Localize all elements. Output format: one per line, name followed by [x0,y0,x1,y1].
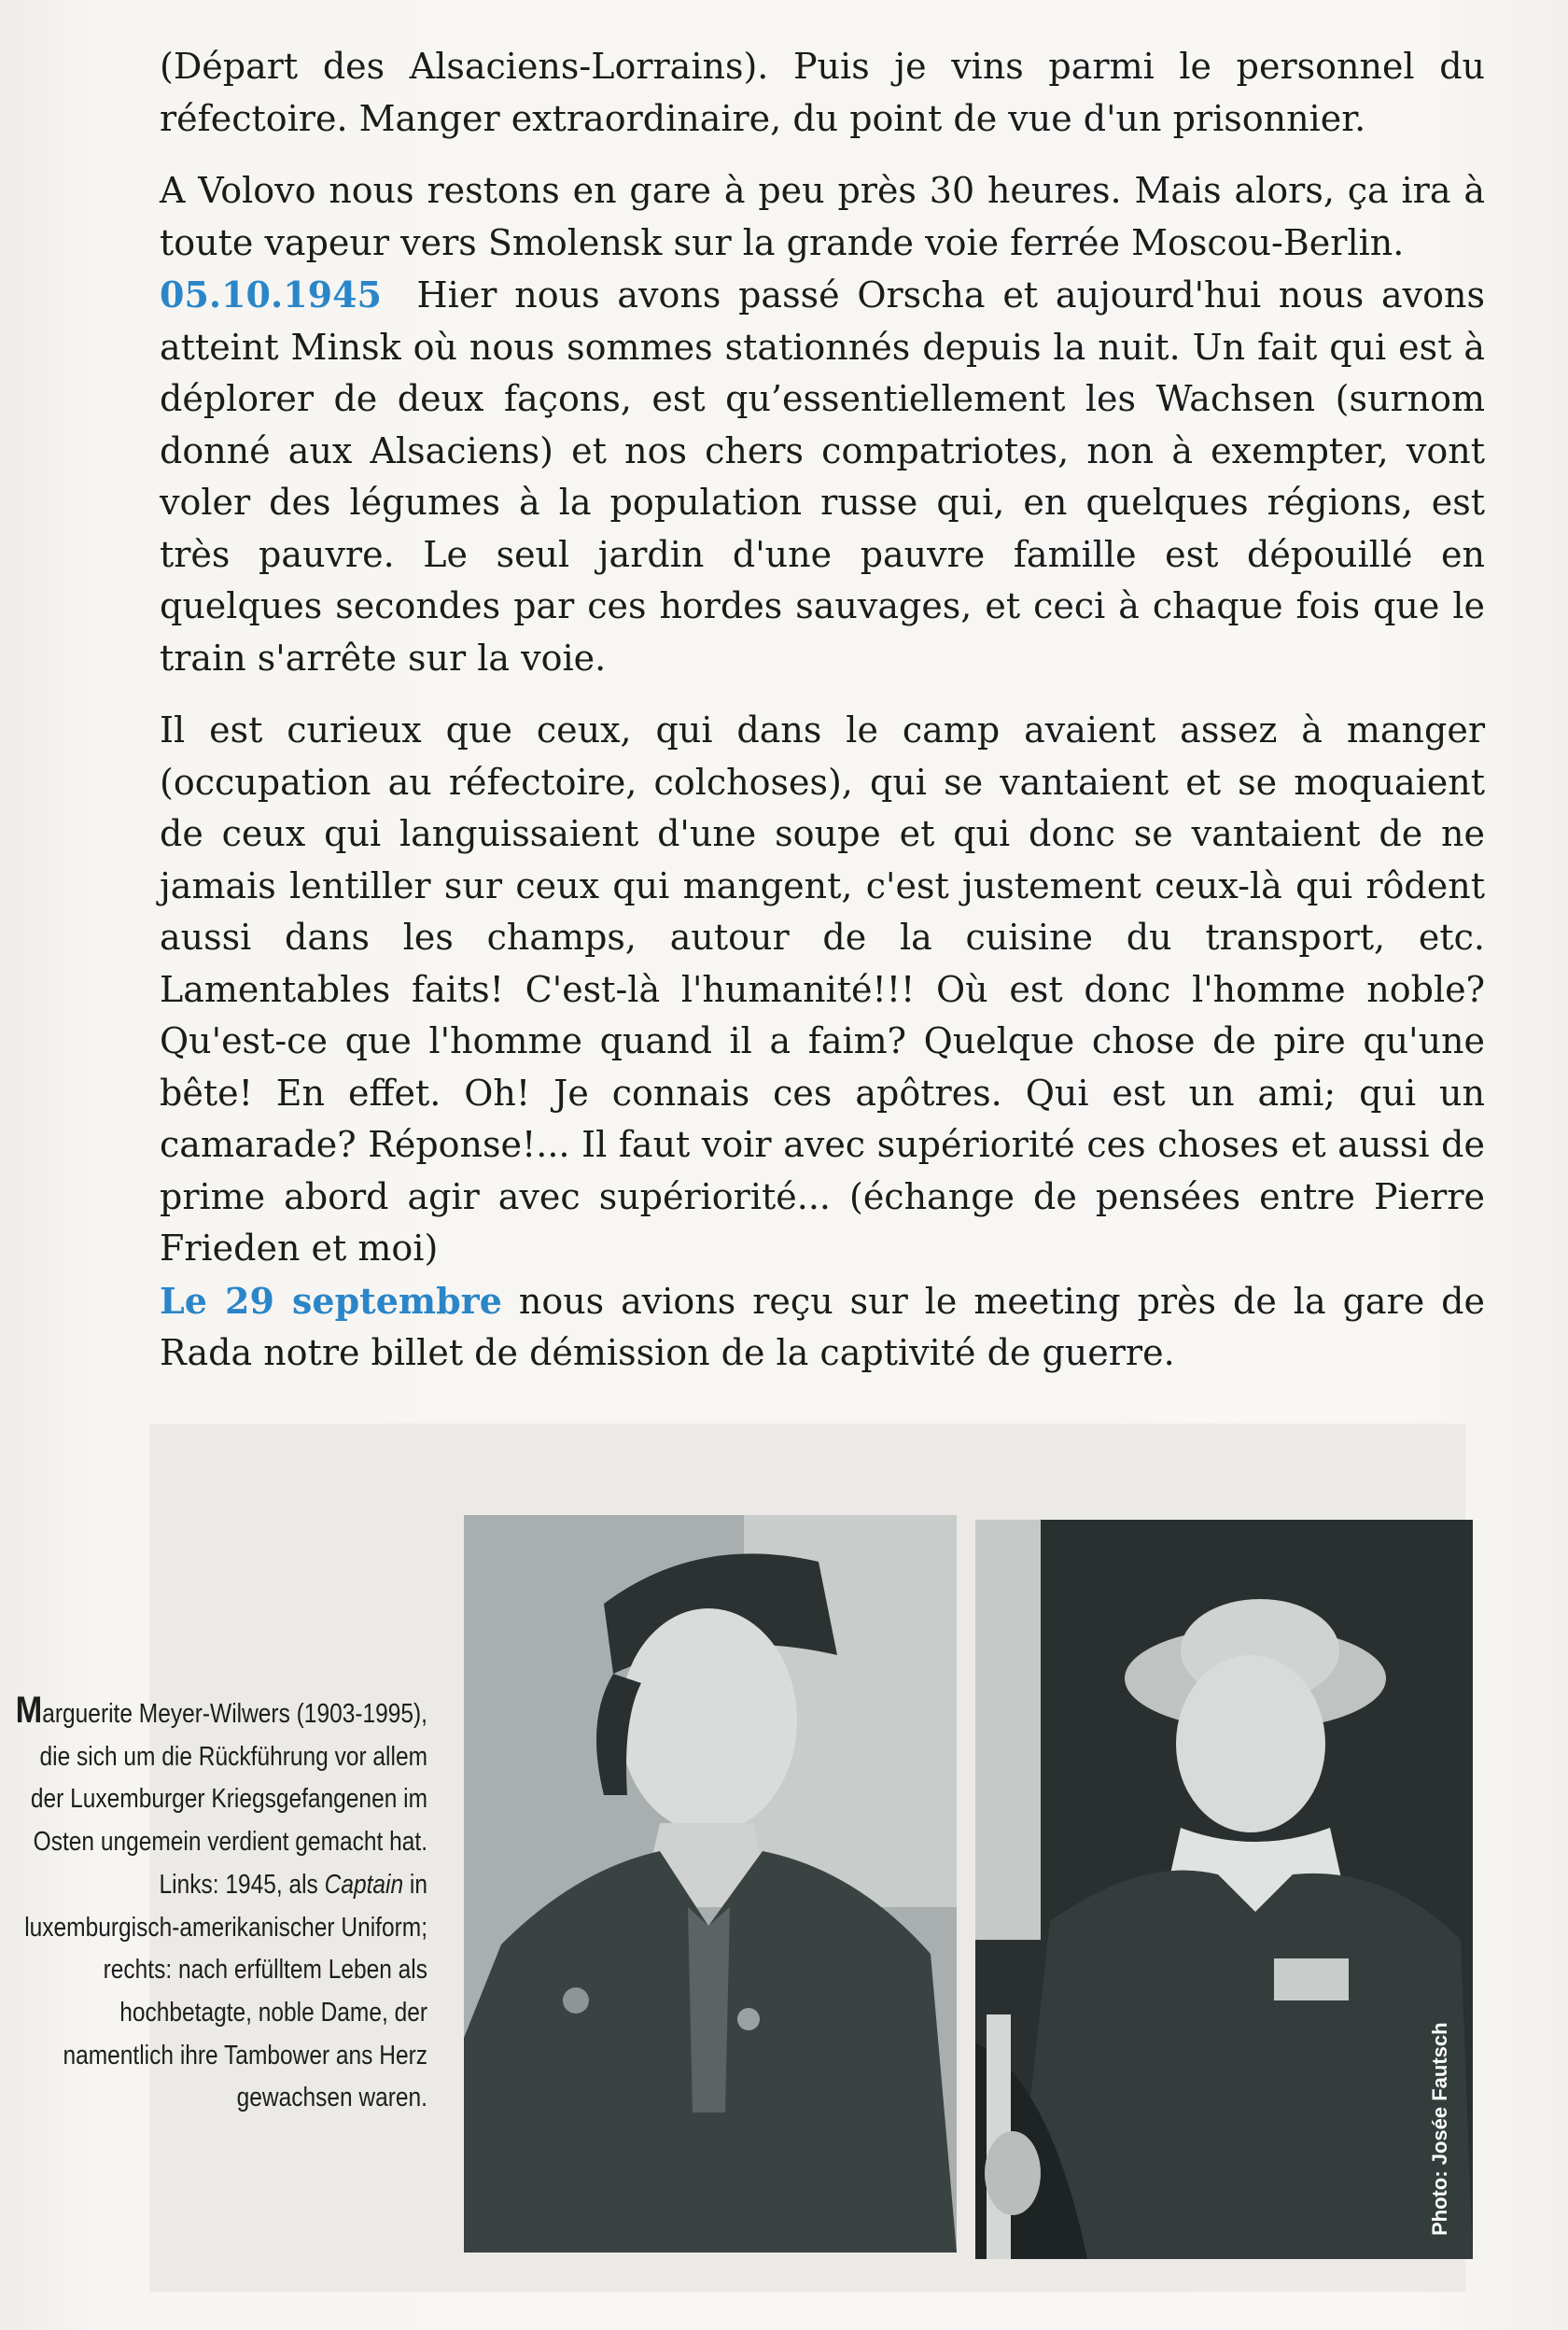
caption-text-rest: in luxemburgisch-amerikanischer Uniform; rechts: nach erfülltem Leben als hochbetagte, noble Dame, der namentlich ihre Tambower ans Herz gewachsen waren. [24,1869,428,2113]
caption-initial: M [15,1690,43,1731]
photo-caption [10,1690,427,2120]
paragraph-1: (Départ des Alsaciens-Lorrains). Puis je vins parmi le personnel du réfectoire. Manger extraordinaire, du point de vue d'un prisonnier. [160,46,1485,139]
photo-1945-uniform [464,1515,957,2253]
date-label: Le 29 septembre [160,1279,502,1322]
paragraph-3-text: Hier nous avons passé Orscha et aujourd'hui nous avons atteint Minsk où nous sommes stationnés depuis la nuit. Un fait qui est à déplorer de deux façons, est qu’essentiellement les Wachsen (surnom donné aux Alsaciens) et nos chers compatriotes, non à exempter, vont voler des légumes à la population russe qui, en quelques régions, est très pauvre. Le seul jardin d'une pauvre famille est dépouillé en quelques secondes par ces hordes sauvages, et ceci à chaque fois que le train s'arrête sur la voie. [160,274,1485,679]
portrait-uniform-illustration [464,1515,957,2253]
diary-text [160,41,1485,1380]
portrait-elderly-illustration [975,1520,1473,2259]
paragraph-5 [160,1275,1485,1380]
caption-name: arguerite Meyer-Wilwers [42,1699,290,1729]
paragraph-3 [160,269,1485,684]
paragraph-5-text: nous avions reçu sur le meeting près de la gare de Rada notre billet de démission de la captivité de guerre. [160,1280,1485,1373]
paragraph-2: A Volovo nous restons en gare à peu près 30 heures. Mais alors, ça ira à toute vapeur vers Smolensk sur la grande voie ferrée Moscou-Berlin. [160,170,1485,263]
caption-text: (1903-1995), die sich um die Rückführung vor allem der Luxemburger Kriegsgefangenen im Osten ungemein verdient gemacht hat. Links: 1945, als [30,1699,428,1900]
photo-elderly-lady [975,1520,1473,2259]
date-label: 05.10.1945 [160,274,382,316]
paragraph-4: Il est curieux que ceux, qui dans le camp avaient assez à manger (occupation au réfectoire, colchoses), qui se vantaient et se moquaient de ceux qui languissaient d'une soupe et qui donc se vantaient de ne jamais lentiller sur ceux qui mangent, c'est justement ceux-là qui rôdent aussi dans les champs, autour de la cuisine du transport, etc. Lamentables faits! C'est-là l'humanité!!! Où est donc l'homme noble? Qu'est-ce que l'homme quand il a faim? Quelque chose de pire qu'une bête! En effet. Oh! Je connais ces apôtres. Qui est un ami; qui un camarade? Réponse!... Il faut voir avec supériorité ces choses et aussi de prime abord agir avec supériorité... (échange de pensées entre Pierre Frieden et moi) [160,709,1485,1269]
caption-captain: Captain [324,1869,404,1900]
photo-credit: Photo: Josée Fautsch [1428,2022,1451,2236]
